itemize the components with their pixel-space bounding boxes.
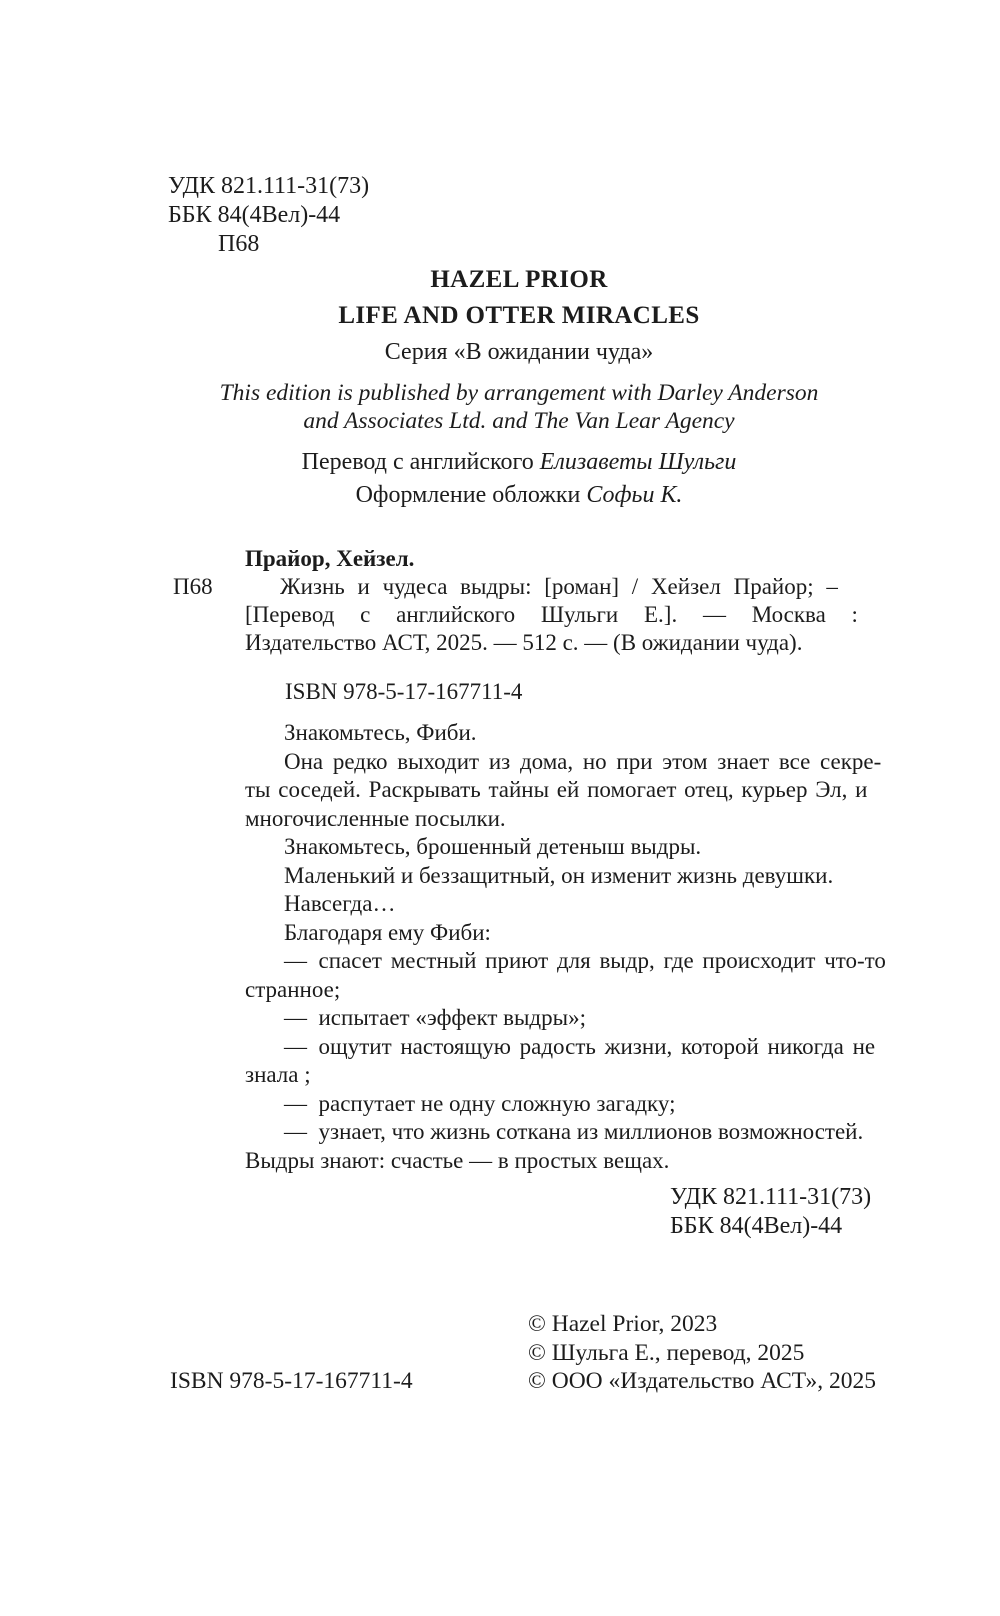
book-author-latin: HAZEL PRIOR (430, 266, 608, 293)
annotation-line: Навсегда… (284, 891, 396, 916)
copyright-line: © Hazel Prior, 2023 (528, 1311, 718, 1337)
catalog-description (245, 573, 870, 657)
rights-notice (168, 379, 870, 435)
catalog-line: [Перевод с английского Шульги Е.]. — Москва : (245, 602, 858, 627)
annotation-line: Маленький и беззащитный, он изменит жизнь девушки. (284, 862, 834, 888)
isbn-bottom: ISBN 978-5-17-167711-4 (170, 1368, 413, 1394)
author-sign-code: П68 (218, 231, 260, 257)
catalog-line: Издательство АСТ, 2025. — 512 с. — (В ожидании чуда). (245, 630, 803, 655)
annotation-block (245, 719, 886, 1175)
annotation-line: ты соседей. Раскрывать тайны ей помогает отец, курьер Эл, и (245, 777, 868, 802)
annotation-line: — спасет местный приют для выдр, где происходит что-то (284, 948, 886, 973)
copyright-line: © Шульга Е., перевод, 2025 (528, 1339, 805, 1366)
title-block (168, 263, 870, 512)
rights-line: and Associates Ltd. and The Van Lear Agency (303, 408, 735, 434)
bottom-cataloguing-codes (670, 1183, 870, 1240)
catalog-entry (173, 545, 870, 657)
catalog-line: Жизнь и чудеса выдры: [роман] / Хейзел Прайор; – (280, 574, 838, 599)
annotation-line: многочисленные посылки. (245, 805, 506, 831)
copyright-line: © ООО «Издательство АСТ», 2025 (528, 1368, 877, 1394)
annotation-line: Выдры знают: счастье — в простых вещах. (245, 1147, 670, 1173)
annotation-line: знала ; (245, 1062, 311, 1087)
rights-line: This edition is published by arrangement with Darley Anderson (219, 380, 819, 406)
copyright-section (168, 1310, 877, 1396)
annotation-line: Знакомьтесь, Фиби. (284, 720, 477, 745)
catalog-author: Прайор, Хейзел. (245, 546, 415, 571)
annotation-line: Она редко выходит из дома, но при этом знает все секре- (284, 748, 882, 774)
cover-design-credit (168, 479, 870, 512)
annotation-line: — испытает «эффект выдры»; (284, 1005, 586, 1030)
annotation-line: — ощутит настоящую радость жизни, которой никогда не (284, 1033, 876, 1059)
bbk-code-bottom: ББК 84(4Вел)-44 (670, 1212, 843, 1239)
book-title-latin: LIFE AND OTTER MIRACLES (338, 302, 700, 329)
series-name: Серия «В ожидании чуда» (384, 339, 654, 365)
udc-code-bottom: УДК 821.111-31(73) (670, 1184, 872, 1210)
annotation-line: — распутает не одну сложную загадку; (284, 1090, 676, 1116)
udc-code: УДК 821.111-31(73) (168, 173, 370, 199)
copyright-list (528, 1310, 877, 1396)
translation-credit-prefix: Перевод с английского (301, 449, 534, 475)
annotation-line: странное; (245, 976, 341, 1002)
page-content (168, 172, 886, 1396)
cover-credit-prefix: Оформление обложки (355, 482, 581, 508)
translator-name: Елизаветы Шульги (539, 449, 737, 475)
top-cataloguing-codes (168, 172, 870, 259)
annotation-line: Знакомьтесь, брошенный детеныш выдры. (284, 834, 702, 859)
catalog-margin-code: П68 (173, 574, 213, 599)
translation-credit (168, 445, 870, 479)
annotation-line: Благодаря ему Фиби: (284, 919, 491, 945)
isbn-catalog: ISBN 978-5-17-167711-4 (285, 679, 523, 704)
annotation-line: — узнает, что жизнь соткана из миллионов возможностей. (284, 1119, 864, 1144)
bbk-code: ББК 84(4Вел)-44 (168, 202, 341, 228)
cover-designer-name: Софьи К. (586, 482, 683, 508)
